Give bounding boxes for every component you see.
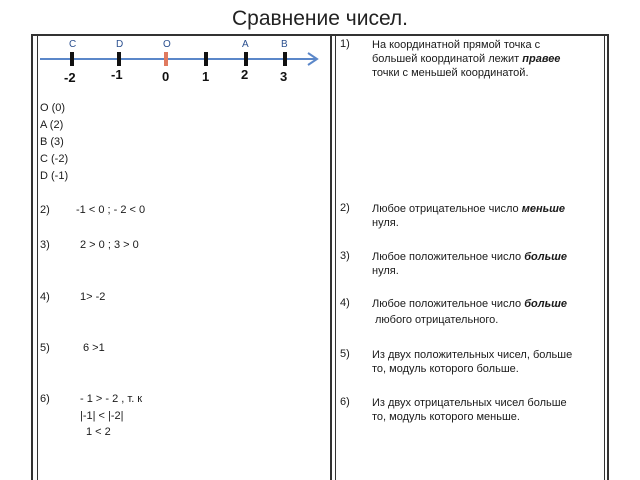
right-item-2-num: 2) [340,202,350,214]
left-item-5-text: 6 >1 [83,342,105,354]
inner-border-left [37,34,38,480]
point-b: B (3) [40,136,64,148]
label-c: C [69,39,77,50]
tick-label-minus1: -1 [111,67,123,82]
right-item-6-text: Из двух отрицательных чисел больше то, модуль которого меньше. [372,397,567,423]
tick-label-0: 0 [162,69,170,84]
right-item-5-text: Из двух положительных чисел, больше то, модуль которого больше. [372,349,573,375]
left-item-4-text: 1> -2 [80,291,106,303]
column-divider [330,34,332,480]
left-item-6-line2: |-1| < |-2| [80,410,124,422]
right-item-1-num: 1) [340,38,350,50]
right-item-3-text: Любое положительное число больше нуля. [372,251,568,277]
left-item-5-num: 5) [40,342,50,354]
left-item-2-num: 2) [40,204,50,216]
number-line [38,36,328,86]
point-a: A (2) [40,119,64,131]
tick-1 [204,52,208,66]
right-item-4-num: 4) [340,297,350,309]
tick-b [283,52,287,66]
left-item-6-line3: 1 < 2 [86,426,111,438]
tick-label-minus2: -2 [64,70,76,85]
left-item-2-text: -1 < 0 ; - 2 < 0 [76,204,146,216]
label-d: D [116,39,124,50]
tick-label-1: 1 [202,69,210,84]
tick-label-3: 3 [280,69,288,84]
page-title: Сравнение чисел. [231,7,409,30]
right-item-1-text: На координатной прямой точка с большей координатой лежит правее точки с меньшей координатой. [372,39,561,79]
right-item-3-num: 3) [340,250,350,262]
point-o: O (0) [40,102,66,114]
left-item-6-num: 6) [40,393,50,405]
tick-d [117,52,121,66]
point-c: C (-2) [40,153,69,165]
tick-a [244,52,248,66]
right-item-5-num: 5) [340,348,350,360]
left-item-3-num: 3) [40,239,50,251]
right-item-2-text: Любое отрицательное число меньше нуля. [372,203,566,229]
right-item-6-num: 6) [340,396,350,408]
point-d: D (-1) [40,170,69,182]
label-b: B [281,39,288,50]
right-item-4-text: Любое положительное число больше любого отрицательного. [372,298,568,326]
left-item-4-num: 4) [40,291,50,303]
tick-c [70,52,74,66]
left-item-3-text: 2 > 0 ; 3 > 0 [80,239,139,251]
tick-label-2: 2 [241,67,249,82]
tick-o [164,52,168,66]
label-o: O [163,39,171,50]
label-a: A [242,39,249,50]
inner-border-divider [335,34,336,480]
left-item-6-text: - 1 > - 2 , т. к [80,393,143,405]
